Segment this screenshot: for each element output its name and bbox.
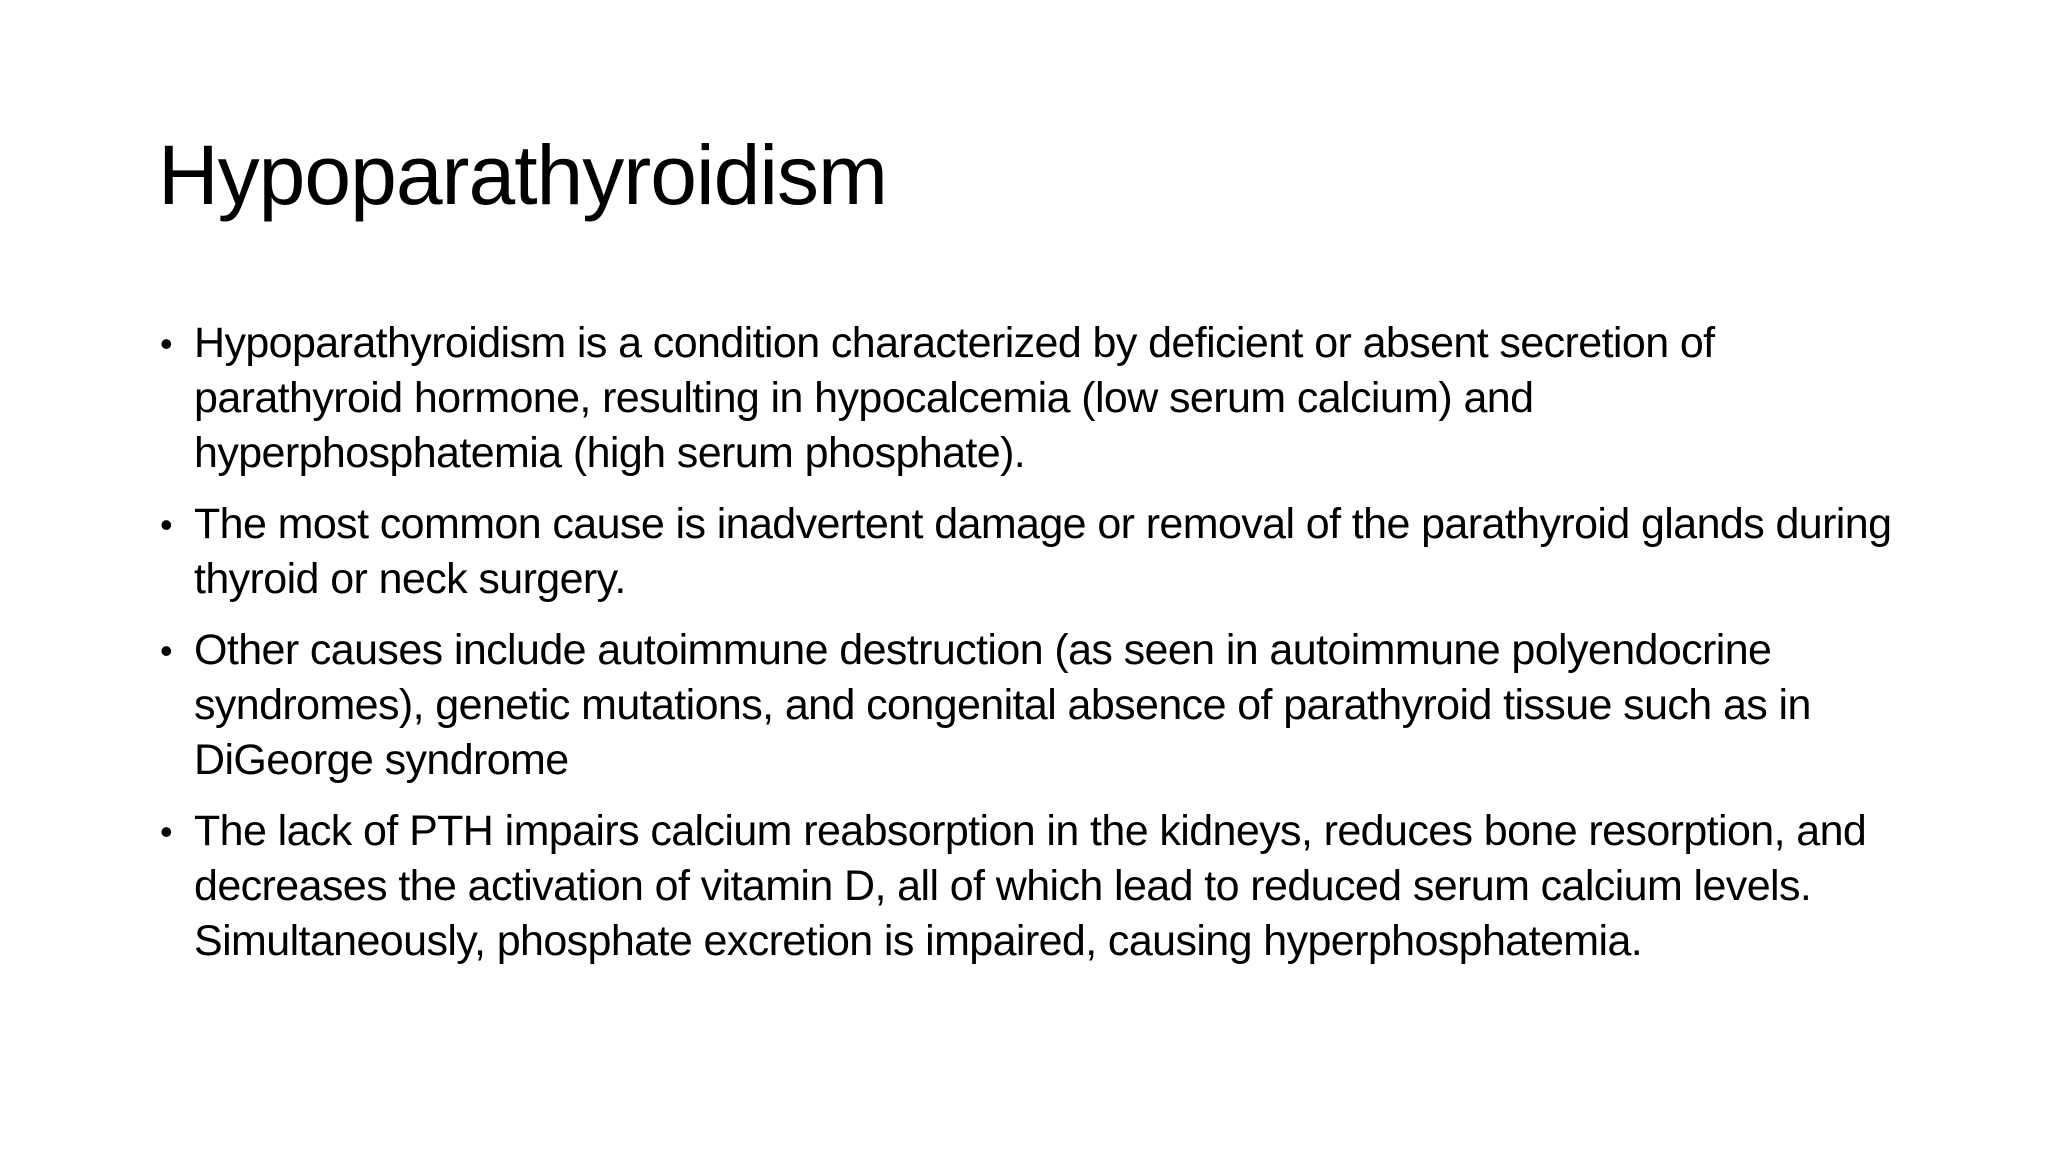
bullet-list [158, 316, 1918, 985]
slide-title: Hypoparathyroidism [158, 128, 887, 222]
bullet-text: The lack of PTH impairs calcium reabsorption in the kidneys, reduces bone resorption, and decreases the activation of vitamin D, all of which lead to reduced serum calcium levels. Simultaneously, phosphate excretion is impaired, causing hyperphosphatemia. [194, 807, 1867, 965]
bullet-text: Other causes include autoimmune destruction (as seen in autoimmune polyendocrine syndromes), genetic mutations, and congenital absence of parathyroid tissue such as in DiGeorge syndrome [194, 626, 1811, 784]
bullet-item [158, 316, 1894, 481]
bullet-dot-icon: • [160, 811, 173, 852]
bullet-dot-icon: • [160, 504, 173, 545]
bullet-dot-icon: • [160, 323, 173, 364]
bullet-dot-icon: • [160, 630, 173, 671]
bullet-text: Hypoparathyroidism is a condition characterized by deficient or absent secretion of parathyroid hormone, resulting in hypocalcemia (low serum calcium) and hyperphosphatemia (high serum phosphate). [194, 319, 1715, 477]
bullet-text: The most common cause is inadvertent damage or removal of the parathyroid glands during thyroid or neck surgery. [194, 500, 1892, 603]
bullet-item [158, 623, 1854, 788]
bullet-item [158, 497, 1894, 607]
bullet-item [158, 804, 1954, 969]
